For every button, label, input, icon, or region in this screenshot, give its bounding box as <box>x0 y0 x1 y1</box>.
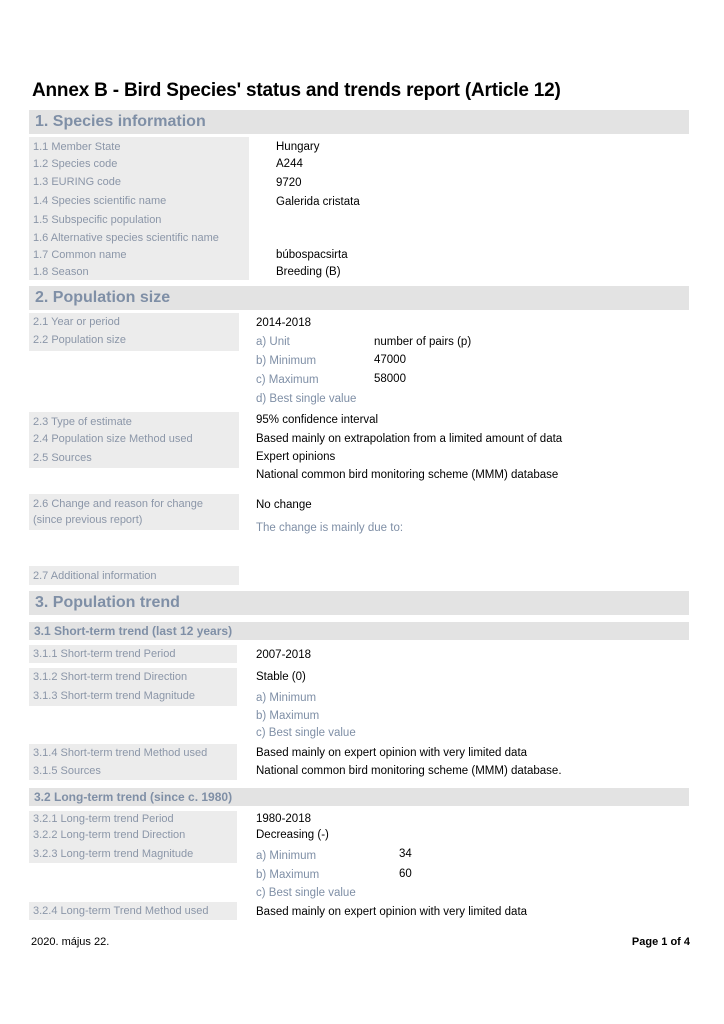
method-used-value: Based mainly on extrapolation from a limited amount of data <box>256 433 563 445</box>
st-direction-value: Stable (0) <box>256 671 306 683</box>
species-info-label: 1.2 Species code <box>33 158 118 170</box>
change-label-line1: 2.6 Change and reason for change <box>33 498 204 510</box>
st-method-label: 3.1.4 Short-term trend Method used <box>33 747 208 759</box>
unit-label: a) Unit <box>256 336 290 348</box>
st-sources-label: 3.1.5 Sources <box>33 765 101 777</box>
method-used-label: 2.4 Population size Method used <box>33 433 193 445</box>
lt-magnitude-label: 3.2.3 Long-term trend Magnitude <box>33 848 194 860</box>
sources-label: 2.5 Sources <box>33 452 92 464</box>
section-population-size <box>29 286 689 310</box>
subsection-heading: 3.1 Short-term trend (last 12 years) <box>34 624 233 638</box>
st-best-single-value-label: c) Best single value <box>256 727 356 739</box>
sources-value-2: National common bird monitoring scheme (MMM) database <box>256 469 559 481</box>
lt-method-label: 3.2.4 Long-term Trend Method used <box>33 905 209 917</box>
subsection-heading: 3.2 Long-term trend (since c. 1980) <box>34 790 233 804</box>
section-heading: 1. Species information <box>35 113 206 130</box>
species-info-value: Galerida cristata <box>276 196 360 208</box>
year-period-value: 2014-2018 <box>256 317 311 329</box>
st-period-label: 3.1.1 Short-term trend Period <box>33 648 176 660</box>
footer-date: 2020. május 22. <box>31 936 110 948</box>
species-info-label: 1.3 EURING code <box>33 176 122 188</box>
sources-value-1: Expert opinions <box>256 451 336 463</box>
section-species-information <box>29 110 689 134</box>
lt-direction-label: 3.2.2 Long-term trend Direction <box>33 829 186 841</box>
section-heading: 2. Population size <box>35 289 171 306</box>
minimum-value: 47000 <box>374 354 406 366</box>
species-info-value: Hungary <box>276 141 320 153</box>
lt-best-single-value-label: c) Best single value <box>256 887 356 899</box>
species-info-value: búbospacsirta <box>276 249 348 261</box>
additional-information-label: 2.7 Additional information <box>33 570 157 582</box>
species-info-value: Breeding (B) <box>276 266 341 278</box>
lt-minimum-label: a) Minimum <box>256 850 317 862</box>
section-population-trend <box>29 591 689 615</box>
change-value: No change <box>256 499 312 511</box>
change-reason-label: The change is mainly due to: <box>256 522 404 534</box>
st-maximum-label: b) Maximum <box>256 710 320 722</box>
lt-minimum-value: 34 <box>399 848 412 860</box>
subsection-short-term-trend <box>29 622 689 640</box>
st-magnitude-label: 3.1.3 Short-term trend Magnitude <box>33 690 196 702</box>
species-info-label: 1.4 Species scientific name <box>33 195 167 207</box>
unit-value: number of pairs (p) <box>374 336 472 348</box>
lt-direction-value: Decreasing (-) <box>256 829 329 841</box>
minimum-label: b) Minimum <box>256 355 317 367</box>
species-info-label: 1.6 Alternative species scientific name <box>33 232 219 244</box>
lt-maximum-value: 60 <box>399 868 412 880</box>
species-info-value: 9720 <box>276 177 302 189</box>
lt-method-value: Based mainly on expert opinion with very limited data <box>256 906 528 918</box>
st-minimum-label: a) Minimum <box>256 692 317 704</box>
subsection-long-term-trend <box>29 788 689 806</box>
type-of-estimate-label: 2.3 Type of estimate <box>33 416 132 428</box>
st-method-value: Based mainly on expert opinion with very limited data <box>256 747 528 759</box>
species-info-label: 1.1 Member State <box>33 141 121 153</box>
species-info-label: 1.7 Common name <box>33 249 127 261</box>
st-period-value: 2007-2018 <box>256 649 311 661</box>
lt-maximum-label: b) Maximum <box>256 869 320 881</box>
page-title: Annex B - Bird Species' status and trends report (Article 12) <box>32 80 561 101</box>
lt-period-value: 1980-2018 <box>256 813 311 825</box>
section-heading: 3. Population trend <box>35 594 180 611</box>
type-of-estimate-value: 95% confidence interval <box>256 414 379 426</box>
species-info-value: A244 <box>276 158 303 170</box>
population-size-label: 2.2 Population size <box>33 334 126 346</box>
footer-page-number: Page 1 of 4 <box>631 936 690 948</box>
lt-period-label: 3.2.1 Long-term trend Period <box>33 813 174 825</box>
species-info-label: 1.8 Season <box>33 266 89 278</box>
best-single-value-label: d) Best single value <box>256 393 357 405</box>
maximum-value: 58000 <box>374 373 406 385</box>
st-direction-label: 3.1.2 Short-term trend Direction <box>33 671 188 683</box>
change-label-line2: (since previous report) <box>33 514 143 526</box>
species-info-label: 1.5 Subspecific population <box>33 214 162 226</box>
st-sources-value: National common bird monitoring scheme (MMM) database. <box>256 765 562 777</box>
year-period-label: 2.1 Year or period <box>33 316 120 328</box>
maximum-label: c) Maximum <box>256 374 319 386</box>
